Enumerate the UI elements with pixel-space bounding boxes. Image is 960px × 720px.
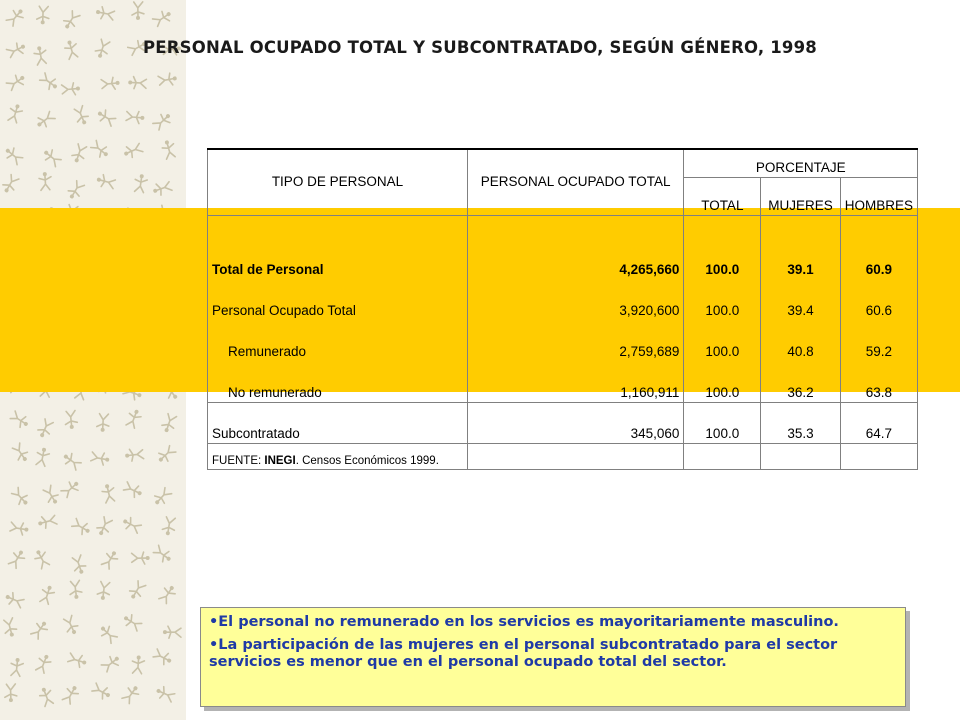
pattern-figure — [152, 110, 173, 131]
pattern-figure — [126, 111, 145, 125]
pattern-figure — [90, 140, 112, 161]
pattern-figure — [35, 653, 53, 674]
note-item: •La participación de las mujeres en el personal subcontratado para el sector servicios es menor que en el personal ocupado total del sector. — [209, 637, 838, 670]
page-title: PERSONAL OCUPADO TOTAL Y SUBCONTRATADO, SEGÚN GÉNERO, 1998 — [143, 38, 817, 57]
pattern-figure — [2, 618, 18, 638]
note-item: •El personal no remunerado en los servicios es mayoritariamente masculino. — [209, 614, 839, 630]
table-row — [208, 361, 918, 402]
table-row — [208, 402, 918, 444]
pattern-figure — [72, 105, 90, 126]
row-hombres: 60.6 — [840, 279, 917, 320]
pattern-figure — [95, 173, 115, 189]
row-mujeres: 39.1 — [761, 239, 840, 280]
pattern-figure — [95, 516, 113, 537]
pattern-figure — [121, 683, 141, 705]
pattern-figure — [132, 2, 144, 20]
pattern-figure — [35, 447, 50, 467]
row-label: No remunerado — [208, 361, 468, 402]
col-header-hombres: HOMBRES — [840, 177, 917, 216]
row-hombres: 63.8 — [840, 361, 917, 402]
source-prefix: FUENTE: — [212, 455, 265, 467]
row-mujeres: 36.2 — [761, 361, 840, 402]
pattern-figure — [123, 481, 144, 499]
pattern-figure — [152, 648, 173, 667]
pattern-figure — [158, 583, 178, 605]
pattern-figure — [10, 521, 30, 536]
pattern-figure — [61, 451, 83, 471]
pattern-figure — [37, 6, 50, 24]
pattern-figure — [97, 414, 110, 433]
col-header-mujeres: MUJERES — [761, 177, 840, 216]
pattern-figure — [101, 483, 117, 503]
pattern-figure — [134, 173, 148, 192]
pattern-figure — [160, 413, 177, 434]
pattern-figure — [61, 82, 80, 96]
pattern-figure — [152, 8, 174, 28]
row-total: 100.0 — [684, 402, 761, 444]
pattern-figure — [41, 147, 63, 168]
row-label: Total de Personal — [208, 239, 468, 280]
pattern-figure — [91, 682, 113, 701]
pattern-figure — [41, 485, 61, 507]
pattern-figure — [6, 72, 28, 92]
pattern-figure — [158, 72, 178, 87]
pattern-figure — [122, 142, 143, 160]
pattern-figure — [62, 615, 80, 636]
pattern-figure — [0, 174, 19, 196]
col-header-total: TOTAL — [684, 177, 761, 216]
row-hombres: 60.9 — [840, 239, 917, 280]
pattern-figure — [4, 591, 25, 609]
pattern-figure — [97, 581, 111, 600]
source-suffix: . Censos Económicos 1999. — [295, 455, 439, 467]
pattern-figure — [36, 418, 54, 439]
row-total: 100.0 — [684, 361, 761, 402]
pattern-figure — [155, 444, 176, 465]
pattern-figure — [154, 685, 175, 703]
table-row — [208, 320, 918, 361]
table-row — [208, 279, 918, 320]
pattern-figure — [67, 652, 88, 669]
row-total: 100.0 — [684, 279, 761, 320]
row-total: 100.0 — [684, 239, 761, 280]
row-ocupado: 3,920,600 — [467, 279, 683, 320]
pattern-figure — [127, 580, 147, 602]
pattern-figure — [69, 580, 83, 599]
pattern-figure — [162, 516, 177, 536]
row-mujeres: 39.4 — [761, 279, 840, 320]
pattern-figure — [8, 548, 28, 570]
pattern-figure — [121, 612, 143, 632]
pattern-figure — [70, 143, 87, 164]
row-hombres: 64.7 — [840, 402, 917, 444]
pattern-figure — [66, 180, 86, 202]
pattern-figure — [2, 145, 24, 166]
row-label: Personal Ocupado Total — [208, 279, 468, 320]
pattern-figure — [60, 478, 81, 499]
row-ocupado: 2,759,689 — [467, 320, 683, 361]
pattern-figure — [97, 623, 118, 644]
data-table — [207, 148, 918, 470]
pattern-figure — [7, 103, 24, 124]
table-row — [208, 239, 918, 280]
pattern-figure — [32, 548, 51, 570]
pattern-figure — [10, 657, 24, 676]
pattern-figure — [10, 487, 31, 508]
pattern-figure — [64, 410, 78, 429]
pattern-figure — [30, 619, 50, 641]
pattern-figure — [152, 544, 174, 564]
pattern-figure — [95, 6, 115, 21]
pattern-figure — [61, 683, 80, 705]
pattern-figure — [61, 10, 81, 32]
col-header-tipo: TIPO DE PERSONAL — [208, 149, 468, 216]
row-ocupado: 345,060 — [467, 402, 683, 444]
row-mujeres: 40.8 — [761, 320, 840, 361]
col-header-porcentaje: PORCENTAJE — [684, 149, 918, 177]
pattern-figure — [125, 408, 143, 429]
pattern-figure — [5, 6, 26, 27]
pattern-figure — [4, 684, 17, 702]
pattern-figure — [38, 686, 56, 707]
pattern-figure — [128, 76, 147, 89]
pattern-figure — [163, 626, 181, 638]
spacer-row — [208, 216, 918, 239]
source-row — [208, 444, 918, 470]
pattern-figure — [132, 655, 145, 674]
pattern-figure — [151, 180, 172, 197]
pattern-figure — [39, 172, 52, 191]
pattern-figure — [151, 486, 172, 507]
pattern-figure — [101, 653, 123, 674]
row-ocupado: 4,265,660 — [467, 239, 683, 280]
pattern-figure — [11, 442, 31, 464]
pattern-figure — [132, 552, 150, 564]
data-table-container — [207, 148, 918, 470]
pattern-figure — [124, 448, 143, 462]
pattern-figure — [9, 410, 31, 430]
source-org: INEGI — [264, 455, 296, 467]
row-hombres: 59.2 — [840, 320, 917, 361]
header-row-top — [208, 149, 918, 177]
pattern-figure — [90, 451, 110, 466]
notes-box — [200, 607, 906, 707]
pattern-figure — [161, 139, 177, 160]
pattern-figure — [39, 584, 56, 605]
pattern-figure — [38, 72, 60, 92]
row-ocupado: 1,160,911 — [467, 361, 683, 402]
pattern-figure — [34, 110, 56, 131]
pattern-figure — [121, 515, 142, 534]
row-label: Subcontratado — [208, 402, 468, 444]
row-label: Remunerado — [208, 320, 468, 361]
source-note — [208, 444, 468, 470]
pattern-figure — [95, 107, 117, 127]
pattern-figure — [37, 513, 57, 529]
row-mujeres: 35.3 — [761, 402, 840, 444]
col-header-ocupado: PERSONAL OCUPADO TOTAL — [467, 149, 683, 216]
pattern-figure — [101, 548, 121, 570]
pattern-figure — [70, 555, 87, 576]
pattern-figure — [71, 518, 93, 537]
row-total: 100.0 — [684, 320, 761, 361]
pattern-figure — [101, 77, 120, 91]
